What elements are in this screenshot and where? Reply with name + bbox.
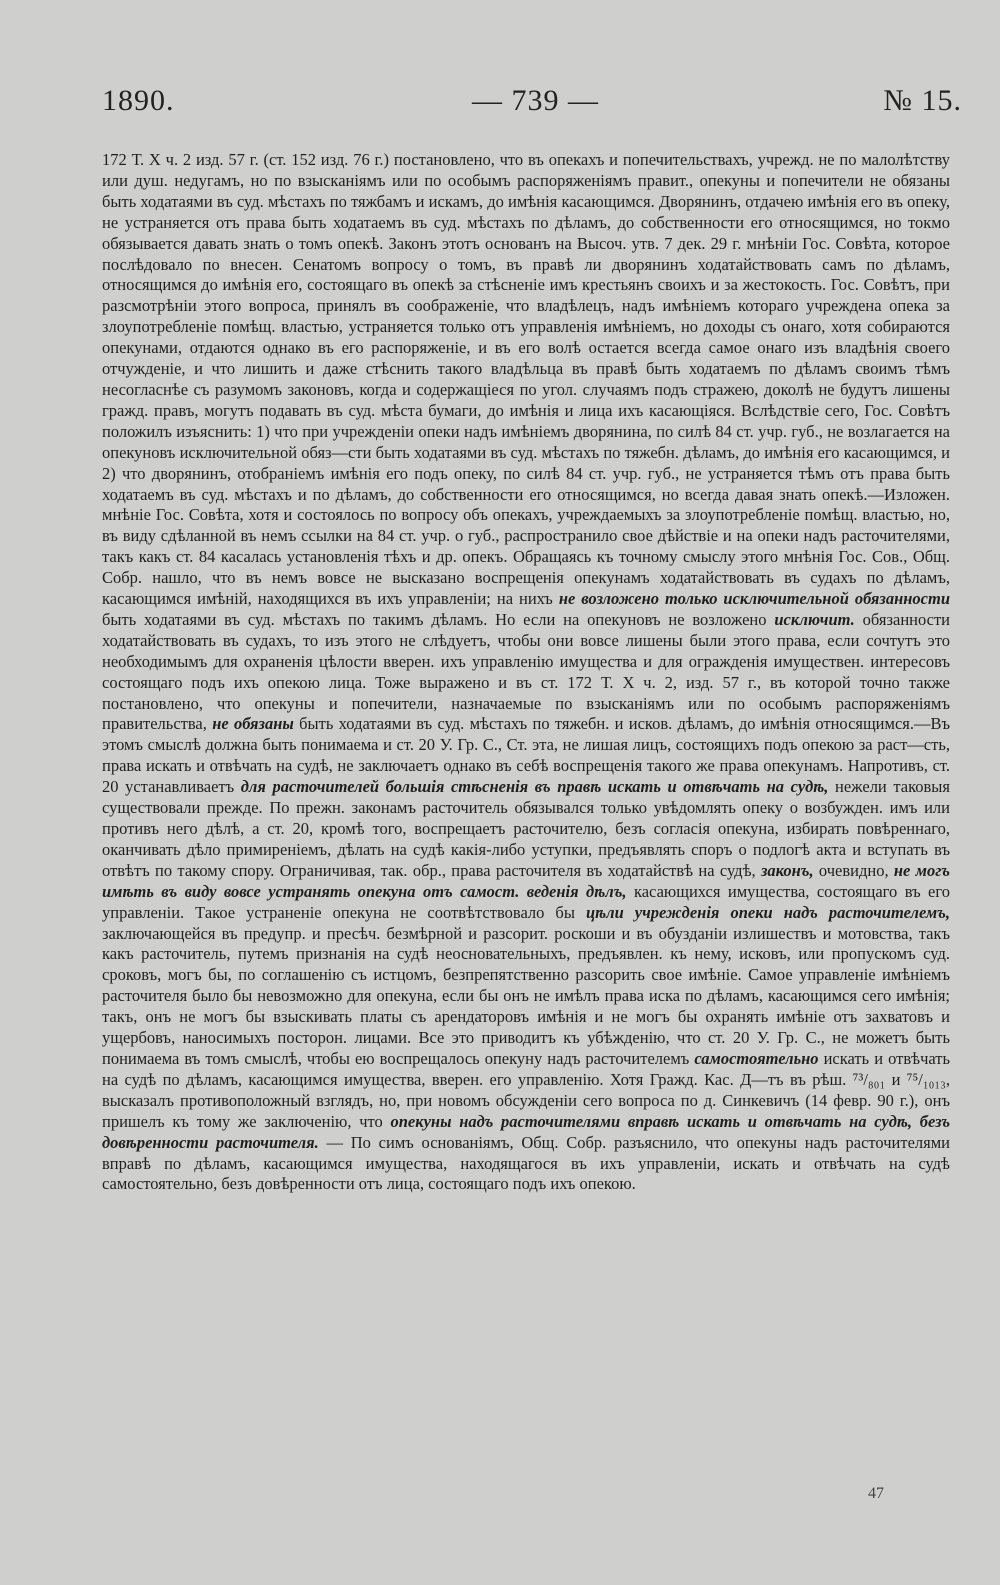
signature-mark: 47	[868, 1485, 884, 1502]
header-year: 1890.	[102, 84, 175, 117]
emphasis-run: самостоятельно	[694, 1048, 819, 1068]
text-run: — По симъ основаніямъ, Общ. Собр. разъяснило, что опекуны надъ расточителями вправѣ по дѣламъ, касающимся имущества, находящагося въ ихъ управленіи, искать и отвѣчать на судѣ самостоятельно, безъ довѣренности отъ лица, состоящаго подъ ихъ опекою.	[102, 1132, 950, 1194]
body-text	[102, 150, 950, 1195]
page-header	[102, 84, 962, 124]
body-paragraph	[102, 150, 950, 1195]
emphasis-run: не обязаны	[212, 714, 294, 734]
text-run: быть ходатаями въ суд. мѣстахъ по такимъ дѣламъ. Но если на опекуновъ не возложено	[102, 609, 767, 629]
header-page-number: — 739 —	[472, 84, 599, 117]
emphasis-run: исключит.	[774, 609, 855, 629]
text-run: заключающейся въ предупр. и пресѣч. безмѣрной и разсорит. роскоши и въ обузданіи излишествъ и мотовства, такъ какъ расточитель, путемъ признанія на судѣ неосновательныхъ, предъявлен. къ нему, исковъ, или пропускомъ суд. сроковъ, могъ бы, по соглашенію съ истцомъ, безпрепятственно разсорить свое имѣніе. Самое управленіе имѣніемъ расточителя было бы невозможно для опекуна, если бы онъ не имѣлъ права иска по дѣламъ, касающимся сего имѣнія; такъ, онъ не могъ бы взыскивать платы съ арендаторовъ имѣнія и не могъ бы охранять имѣніе отъ захватовъ и ущербовъ, наносимыхъ посторон. лицами. Все это приводитъ къ убѣжденію, что ст. 20 У. Гр. С., не можетъ быть понимаема въ томъ смыслѣ, чтобы ею воспрещалось опекуну надъ расточителемъ	[102, 923, 950, 1068]
text-run: быть ходатаями въ суд. мѣстахъ по тяжебн. и исков. дѣламъ, до имѣнія относящимся.—Въ этомъ смыслѣ должна быть понимаема и ст. 20 У. Гр. С., Ст. эта, не лишая лицъ, состоящихъ подъ опекою за раст—сть, права искать и отвѣчать на судѣ, не заключаетъ однако въ себѣ воспрещенія такого же права опекунамъ. Напротивъ, ст. 20 устанавливаетъ	[102, 714, 951, 797]
emphasis-run: не могъ имѣть въ виду вовсе устранять опекуна отъ самост. веденія дѣлъ,	[102, 860, 950, 901]
emphasis-run: для расточителей большія стѣсненія въ правѣ искать и отвѣчать на судѣ,	[240, 777, 829, 797]
emphasis-run: не возложено только исключительной обязанности	[558, 589, 951, 609]
text-run: обязанности ходатайствовать въ судахъ, то изъ этого не слѣдуетъ, чтобы они вовсе лишены были этого права, если сочтутъ это необходимымъ для охраненія цѣлости вверен. ихъ управленію имущества и для огражденія имуществен. интересовъ состоящаго подъ ихъ опекою лица. Тоже выражено и въ ст. 172 Т. X ч. 2, изд. 57 г., въ которой точно также постановлено, что опекуны и попечители, назначаемые по взысканіямъ или по особымъ распоряженіямъ правительства,	[102, 609, 951, 734]
header-issue-number: № 15.	[883, 84, 962, 117]
text-run: нежели таковыя существовали прежде. По прежн. законамъ расточитель обязывался только увѣдомлять опеку о возбужден. имъ или противъ него дѣлѣ, а ст. 20, кромѣ того, воспрещаетъ расточителю, безъ согласія опекуна, избирать повѣреннаго, оканчивать дѣло примиреніемъ, дѣлать на судѣ какія-либо уступки, предъявлять споръ о подлогѣ акта и вступать въ отвѣтъ по такому спору. Ограничивая, так. обр., права расточителя въ ходатайствѣ на судѣ,	[102, 777, 950, 880]
emphasis-run: опекуны надъ расточителями вправѣ искать и отвѣчать на судѣ, безъ довѣренности расточителя.	[102, 1111, 951, 1152]
emphasis-run: законъ,	[760, 860, 814, 880]
text-run: 172 Т. X ч. 2 изд. 57 г. (ст. 152 изд. 76 г.) постановлено, что въ опекахъ и попечительствахъ, учрежд. не по малолѣтству или душ. недугамъ, но по взысканіямъ или по особымъ распоряженіямъ правит., опекуны и попечители не обязаны быть ходатаями въ суд. мѣстахъ по тяжбамъ и искамъ, до имѣнія касающимся. Дворянинъ, отдачею имѣнія его въ опеку, не устраняется отъ права быть ходатаемъ въ суд. мѣстахъ по дѣламъ, до собственности его относящимся, но токмо обязывается давать знать о томъ опекѣ. Законъ этотъ основанъ на Высоч. утв. 7 дек. 29 г. мнѣніи Гос. Совѣта, которое послѣдовало по внесен. Сенатомъ вопросу о томъ, въ правѣ ли дворянинъ ходатайствовать самъ по дѣламъ, относящимся до имѣнія его, состоящаго въ опекѣ за стѣсненіе имъ крестьянъ своихъ и за жестокость. Гос. Совѣтъ, при разсмотрѣніи этого вопроса, принялъ въ соображеніе, что владѣлецъ, надъ имѣніемъ котораго учреждена опека за злоупотребленіе помѣщ. властью, устраняется только отъ управленія имѣніемъ, но доходы съ онаго, хотя собираются опекунами, отдаются однако въ его распоряженіе, и въ его волѣ остается всегда самое онаго изъ владѣнія своего отчужденіе, и что лишить и даже стѣснить такого владѣльца въ правѣ быть ходатаемъ по дѣламъ своимъ тѣмъ несогласнѣе съ разумомъ законовъ, когда и содержащіеся по угол. случаямъ подъ стражею, доколѣ не будутъ лишены гражд. правъ, могутъ подавать въ суд. мѣста бумаги, до имѣнія и лица ихъ касающіяся. Вслѣдствіе сего, Гос. Совѣтъ положилъ изъяснить: 1) что при учрежденіи опеки надъ имѣніемъ дворянина, по силѣ 84 ст. учр. губ., не возлагается на опекуновъ исключительной обяз—сти быть ходатаями въ суд. мѣстахъ по тяжебн. дѣламъ, до имѣнія его касающимся, и 2) что дворянинъ, отобраніемъ имѣнія его подъ опеку, по силѣ 84 ст. учр. губ., не устраняется тѣмъ отъ права быть ходатаемъ въ суд. мѣстахъ и по дѣламъ, до собственности его относящимся, но всегда давая знать опекѣ.—Изложен. мнѣніе Гос. Совѣта, хотя и состоялось по вопросу объ опекахъ, учреждаемыхъ за злоупотребленіе помѣщ. властью, но, въ виду сдѣланной въ немъ ссылки на 84 ст. учр. о губ., распространило свое дѣйствіе и на опеки надъ расточителями, такъ какъ ст. 84 касалась установленія тѣхъ и др. опекъ. Обращаясь къ точному смыслу этого мнѣнія Гос. Сов., Общ. Собр. нашло, что въ немъ вовсе не высказано воспрещенія опекунамъ ходатайствовать въ судахъ по дѣламъ, касающимся имѣній, находящихся въ ихъ управленіи; на нихъ	[102, 150, 950, 609]
text-run: очевидно,	[818, 860, 889, 880]
text-run: касающихся имущества, состоящаго въ его управленіи. Такое устраненіе опекуна не соотвѣтствовало бы	[102, 881, 950, 922]
emphasis-run: цѣли учрежденія опеки надъ расточителемъ,	[585, 902, 950, 922]
text-run: искать и отвѣчать на судѣ по дѣламъ, касающимся имущества, вверен. его управленію. Хотя Гражд. Кас. Д—тъ въ рѣш. ⁷³/₈₀₁ и ⁷⁵/₁₀₁₃, высказалъ противоположный взглядъ, но, при новомъ обсужденіи сего вопроса по д. Синкевичъ (14 февр. 90 г.), онъ пришелъ къ тому же заключенію, что	[102, 1048, 951, 1131]
